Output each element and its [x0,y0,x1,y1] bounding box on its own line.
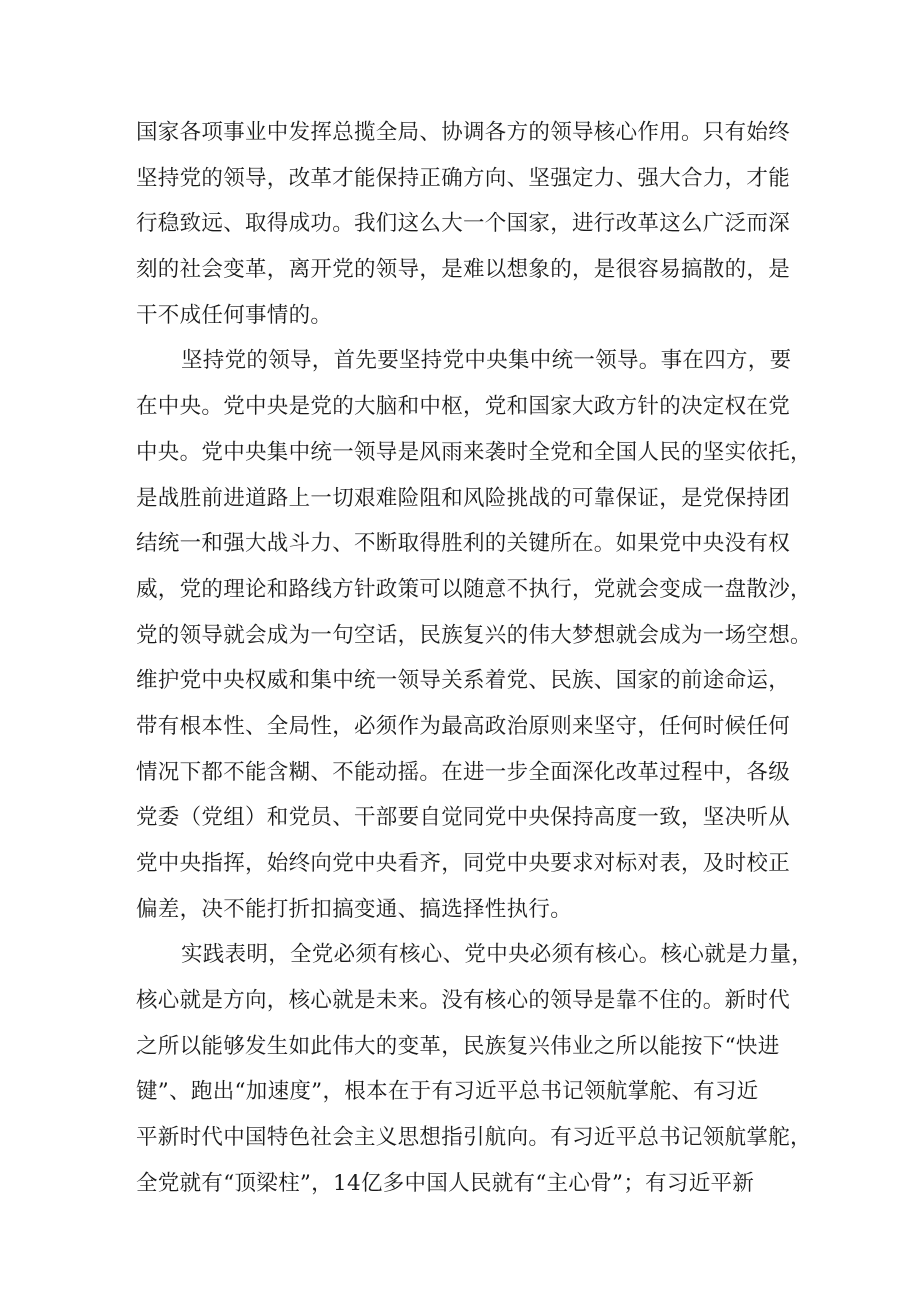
text-line: 国家各项事业中发挥总揽全局、协调各方的领导核心作用。只有始终 [136,120,791,145]
text-line: 坚持党的领导，改革才能保持正确方向、坚强定力、强大合力，才能 [136,165,791,191]
paragraph [136,932,814,1206]
text-line: 偏差，决不能打折扣搞变通、搞选择性执行。 [136,896,573,922]
text-line: 党委（党组）和党员、干部要自觉同党中央保持高度一致，坚决听从 [136,805,791,831]
text-line: 中央。党中央集中统一领导是风雨来袭时全党和全国人民的坚实依托， [136,439,812,465]
text-line: 实践表明，全党必须有核心、党中央必须有核心。核心就是力量， [181,942,814,968]
text-line: 威，党的理论和路线方针政策可以随意不执行，党就会变成一盘散沙， [136,576,812,602]
text-line: 在中央。党中央是党的大脑和中枢，党和国家大政方针的决定权在党 [136,394,791,420]
text-line: 之所以能够发生如此伟大的变革，民族复兴伟业之所以能按下“快进 [136,1033,780,1059]
text-line: 核心就是方向，核心就是未来。没有核心的领导是靠不住的。新时代 [136,988,791,1014]
text-line: 是战胜前进道路上一切艰难险阻和风险挑战的可靠保证，是党保持团 [136,485,791,511]
text-line: 党的领导就会成为一句空话，民族复兴的伟大梦想就会成为一场空想。 [136,622,812,648]
body-text [136,110,814,1207]
text-line: 党中央指挥，始终向党中央看齐，同党中央要求对标对表，及时校正 [136,851,791,876]
text-line: 行稳致远、取得成功。我们这么大一个国家，进行改革这么广泛而深 [136,211,791,237]
text-line: 坚持党的领导，首先要坚持党中央集中统一领导。事在四方，要 [181,348,792,374]
text-line: 结统一和强大战斗力、不断取得胜利的关键所在。如果党中央没有权 [136,531,791,557]
text-line: 带有根本性、全局性，必须作为最高政治原则来坚守，任何时候任何 [136,713,791,739]
text-line: 平新时代中国特色社会主义思想指引航向。有习近平总书记领航掌舵， [136,1125,812,1151]
text-line: 干不成任何事情的。 [136,302,333,328]
text-line: 情况下都不能含糊、不能动摇。在进一步全面深化改革过程中，各级 [136,759,791,785]
text-line: 键”、跑出“加速度”，根本在于有习近平总书记领航掌舵、有习近 [136,1079,759,1105]
paragraph [136,338,812,932]
paragraph [136,110,796,338]
text-line: 全党就有“顶梁柱”，14亿多中国人民就有“主心骨”；有习近平新 [136,1170,755,1196]
text-line: 维护党中央权威和集中统一领导关系着党、民族、国家的前途命运， [136,668,791,694]
text-line: 刻的社会变革，离开党的领导，是难以想象的，是很容易搞散的，是 [136,257,791,283]
